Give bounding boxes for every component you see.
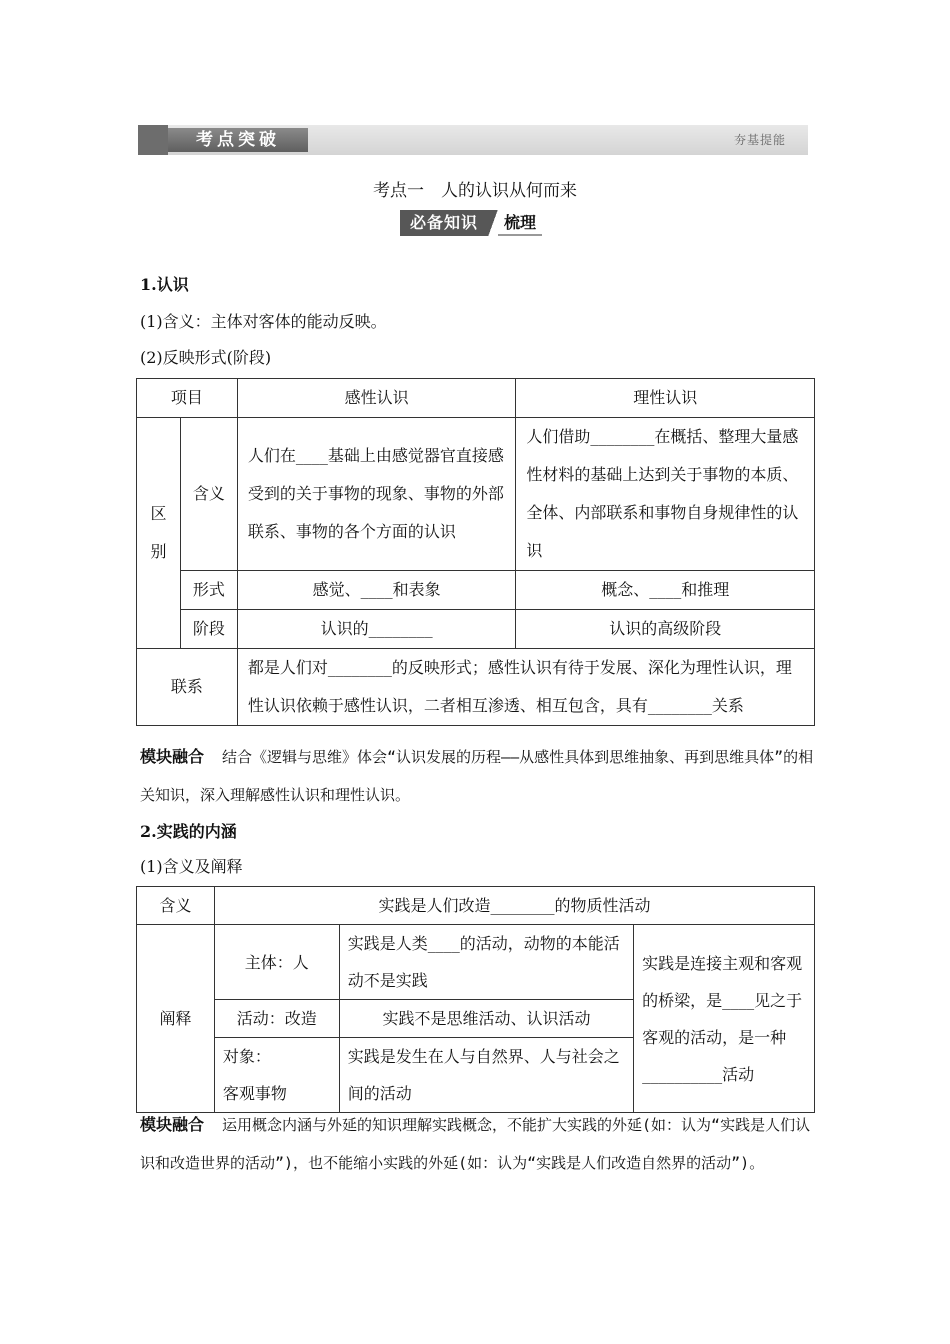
rational-meaning: 人们借助________在概括、整理大量感性材料的基础上达到关于事物的本质、全体、内部联系和事物自身规律性的认识 [516, 418, 815, 571]
subtitle-badge [400, 210, 542, 236]
section-2-heading: 2.实践的内涵 [140, 822, 237, 841]
subject-label: 主体：人 [214, 925, 339, 1000]
object-text: 实践是发生在人与自然界、人与社会之间的活动 [339, 1038, 633, 1113]
rational-stage: 认识的高级阶段 [516, 610, 815, 649]
object-label: 对象： 客观事物 [214, 1038, 339, 1113]
row-link-label: 联系 [137, 649, 238, 726]
banner-stripe [138, 125, 168, 155]
subtitle-dark: 必备知识 [400, 210, 488, 236]
module-note-1-label: 模块融合 [140, 747, 205, 766]
header-rational: 理性认识 [516, 379, 815, 418]
subject-text: 实践是人类____的活动，动物的本能活动不是实践 [339, 925, 633, 1000]
page-title: 考点一 人的认识从何而来 [373, 181, 577, 201]
banner-tag: 考点突破 [168, 128, 308, 152]
practice-meaning-label: 含义 [137, 887, 215, 925]
activity-text: 实践不是思维活动、认识活动 [339, 1000, 633, 1038]
section-2-sub: (1)含义及阐释 [140, 857, 243, 876]
module-note-2 [140, 1106, 820, 1182]
practice-table [136, 886, 815, 1113]
practice-explain-label: 阐释 [137, 925, 215, 1113]
activity-label: 活动：改造 [214, 1000, 339, 1038]
module-note-1-text: 结合《逻辑与思维》体会“认识发展的历程——从感性具体到思维抽象、再到思维具体”的相关知识，深入理解感性认识和理性认识。 [140, 748, 814, 804]
subtitle-slash [488, 210, 498, 236]
sensory-stage: 认识的________ [237, 610, 516, 649]
rational-form: 概念、____和推理 [516, 571, 815, 610]
row-stage-label: 阶段 [180, 610, 237, 649]
row-form-label: 形式 [180, 571, 237, 610]
difference-label: 区 别 [137, 418, 181, 649]
module-note-2-text: 运用概念内涵与外延的知识理解实践概念，不能扩大实践的外延(如：认为“实践是人们认识和改造世界的活动”)，也不能缩小实践的外延(如：认为“实践是人们改造自然界的活动”)。 [140, 1116, 811, 1172]
banner-right-label: 夯基提能 [733, 133, 786, 147]
header-sensory: 感性认识 [237, 379, 516, 418]
module-note-2-label: 模块融合 [140, 1115, 205, 1134]
section-1-heading: 1.认识 [140, 275, 189, 294]
link-text: 都是人们对________的反映形式；感性认识有待于发展、深化为理性认识，理性认识依赖于感性认识，二者相互渗透、相互包含，具有________关系 [237, 649, 814, 726]
section-banner [138, 125, 808, 155]
subtitle-light: 梳理 [498, 210, 542, 236]
practice-bridge-text: 实践是连接主观和客观的桥梁，是____见之于客观的活动，是一种__________活动 [634, 925, 815, 1113]
practice-meaning-text: 实践是人们改造________的物质性活动 [214, 887, 814, 925]
header-item: 项目 [137, 379, 238, 418]
sensory-form: 感觉、____和表象 [237, 571, 516, 610]
cognition-table [136, 378, 815, 726]
row-meaning-label: 含义 [180, 418, 237, 571]
section-1-forms: (2)反映形式(阶段) [140, 348, 272, 367]
module-note-1 [140, 738, 820, 814]
section-1-definition: (1)含义：主体对客体的能动反映。 [140, 312, 387, 331]
sensory-meaning: 人们在____基础上由感觉器官直接感受到的关于事物的现象、事物的外部联系、事物的各个方面的认识 [237, 418, 516, 571]
